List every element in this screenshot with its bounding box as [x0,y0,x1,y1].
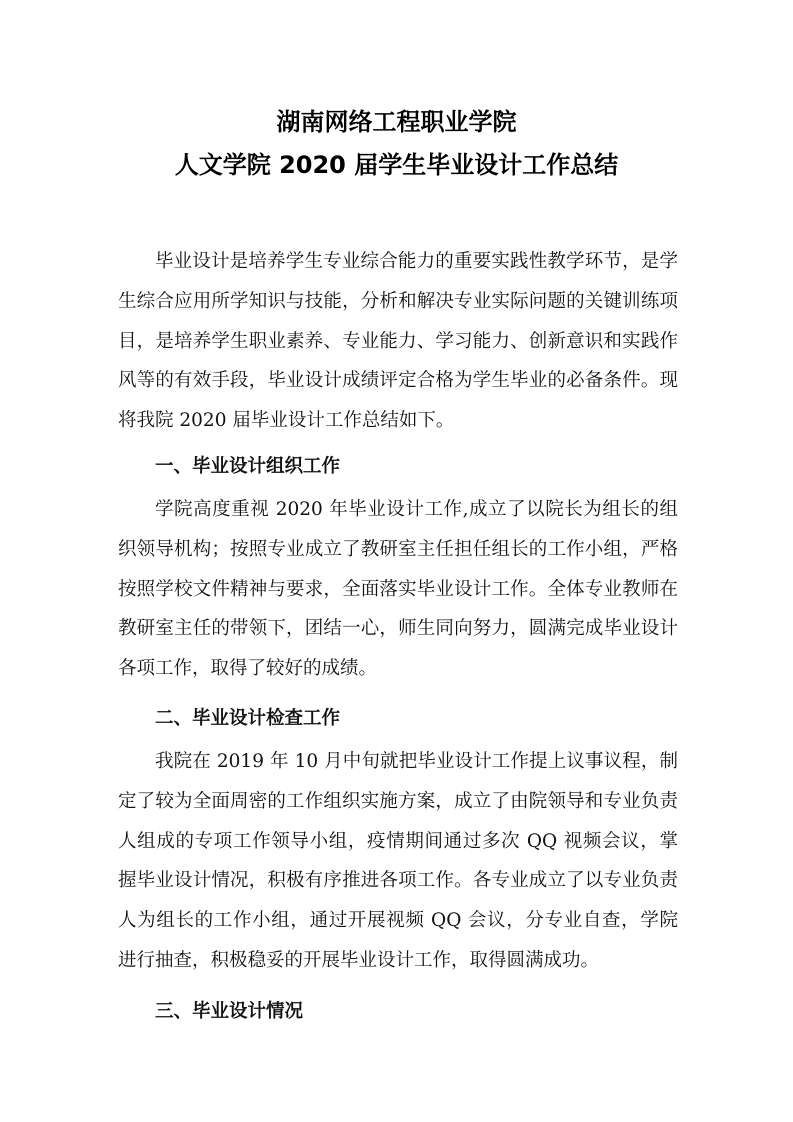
document-title-report: 人文学院 2020 届学生毕业设计工作总结 [174,151,619,179]
section-heading-organization: 一、毕业设计组织工作 [155,456,341,477]
document-title-institution: 湖南网络工程职业学院 [276,108,517,136]
intro-paragraph: 毕业设计是培养学生专业综合能力的重要实践性教学环节，是学生综合应用所学知识与技能，分析和解决专业实际问题的关键训练项目，是培养学生职业素养、专业能力、学习能力、创新意识和实践作风等的有效手段，毕业设计成绩评定合格为学生毕业的必备条件。现将我院 2020 届毕业设计工作总结如下。 [118,251,678,432]
section-heading-status: 三、毕业设计情况 [155,1001,304,1022]
section-heading-inspection: 二、毕业设计检查工作 [155,708,341,729]
section-body-organization: 学院高度重视 2020 年毕业设计工作,成立了以院长为组长的组织领导机构；按照专业成立了教研室主任担任组长的工作小组，严格按照学校文件精神与要求，全面落实毕业设计工作。全体专业教师在教研室主任的带领下，团结一心，师生同向努力，圆满完成毕业设计各项工作，取得了较好的成绩。 [118,499,678,680]
section-body-inspection: 我院在 2019 年 10 月中旬就把毕业设计工作提上议事议程，制定了较为全面周密的工作组织实施方案，成立了由院领导和专业负责人组成的专项工作领导小组，疫情期间通过多次 QQ 视频会议，掌握毕业设计情况，积极有序推进各项工作。各专业成立了以专业负责人为组长的工作小组，通过开展视频 QQ 会议，分专业自查，学院进行抽查，积极稳妥的开展毕业设计工作，取得圆满成功。 [118,751,678,971]
